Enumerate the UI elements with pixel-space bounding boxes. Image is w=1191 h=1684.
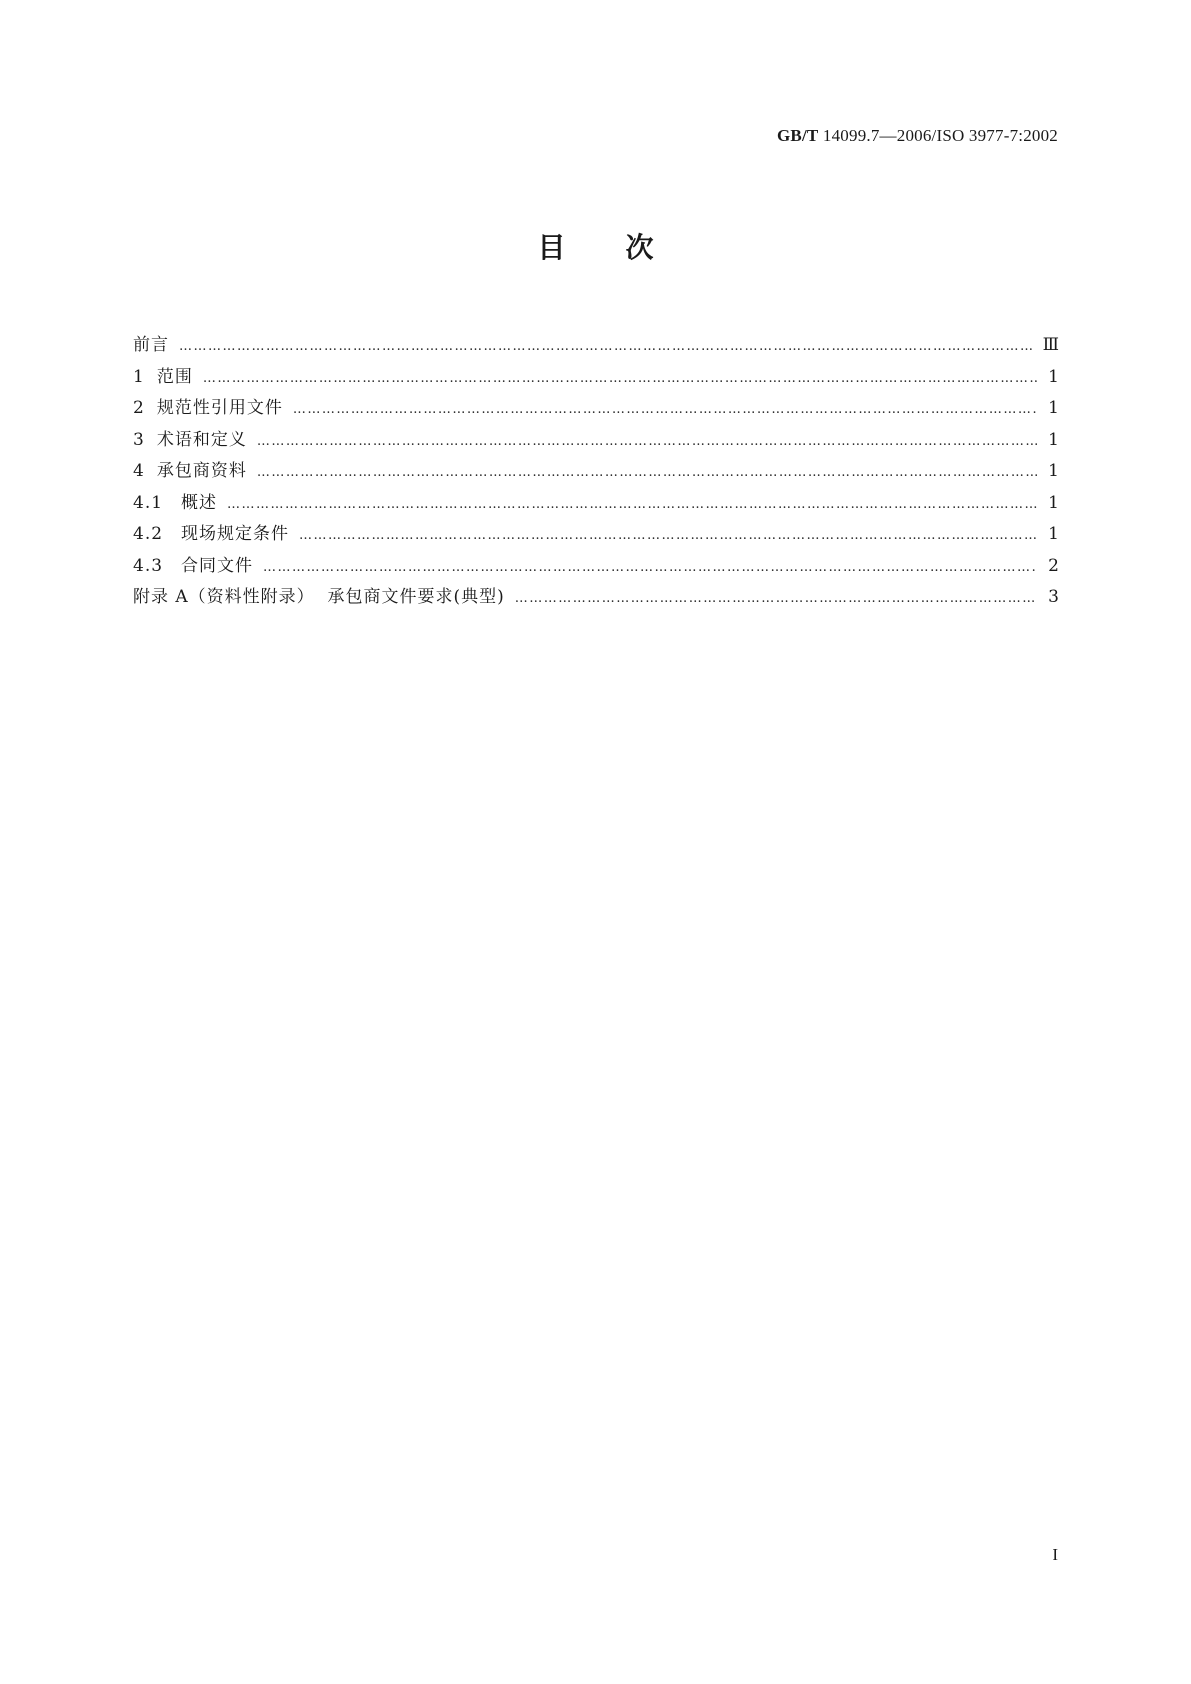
toc-entry-4[interactable] xyxy=(133,456,1059,488)
toc-entry-number: 4.3 xyxy=(133,555,164,576)
toc-leader-dots xyxy=(179,339,1033,354)
toc-leader-dots xyxy=(293,402,1037,417)
toc-entry-label: 概述 xyxy=(181,492,218,513)
toc-entry-page: 1 xyxy=(1048,429,1059,450)
toc-entry-page: 3 xyxy=(1048,587,1059,607)
standard-number-header xyxy=(777,126,1058,146)
toc-entry-label: 术语和定义 xyxy=(156,429,247,450)
standard-number: 14099.7—2006/ISO 3977-7:2002 xyxy=(822,126,1058,145)
toc-entry-page: Ⅲ xyxy=(1042,335,1059,355)
toc-leader-dots xyxy=(257,434,1037,449)
toc-entry-label: 规范性引用文件 xyxy=(156,398,283,418)
toc-entry-annex-a[interactable] xyxy=(133,582,1059,614)
toc-leader-dots xyxy=(263,560,1037,575)
toc-leader-dots xyxy=(257,465,1037,480)
toc-entry-label: 承包商资料 xyxy=(156,461,247,481)
toc-entry-page: 2 xyxy=(1048,555,1059,576)
toc-entry-number: 3 xyxy=(133,429,145,450)
toc-leader-dots xyxy=(227,497,1037,512)
toc-entry-page: 1 xyxy=(1048,492,1059,513)
toc-entry-page: 1 xyxy=(1048,461,1059,481)
toc-entry-label: 范围 xyxy=(156,366,193,387)
toc-leader-dots xyxy=(299,528,1037,543)
toc-entry-3[interactable] xyxy=(133,425,1059,457)
toc-entry-number: 2 xyxy=(133,398,145,418)
toc-entry-page: 1 xyxy=(1048,398,1059,418)
toc-entry-preface[interactable] xyxy=(133,330,1059,362)
page-title xyxy=(0,226,1191,266)
toc-entry-label: 附录 A（资料性附录） 承包商文件要求(典型) xyxy=(133,587,505,607)
toc-entry-number: 4.2 xyxy=(133,524,164,544)
page-number: I xyxy=(1052,1545,1058,1564)
toc-entry-page: 1 xyxy=(1048,524,1059,544)
toc-entry-4-3[interactable] xyxy=(133,551,1059,583)
toc-entry-1[interactable] xyxy=(133,362,1059,394)
toc-entry-4-2[interactable] xyxy=(133,519,1059,551)
toc-entry-number: 1 xyxy=(133,366,145,387)
toc-leader-dots xyxy=(515,591,1037,606)
table-of-contents xyxy=(133,330,1059,614)
toc-entry-2[interactable] xyxy=(133,393,1059,425)
toc-entry-label: 前言 xyxy=(133,335,169,355)
toc-entry-label: 合同文件 xyxy=(181,555,254,576)
title-char-1: 目 xyxy=(537,231,566,264)
standard-code: GB/T xyxy=(777,126,819,145)
toc-entry-number: 4 xyxy=(133,461,145,481)
toc-entry-4-1[interactable] xyxy=(133,488,1059,520)
toc-entry-number: 4.1 xyxy=(133,492,164,513)
title-char-2: 次 xyxy=(625,231,654,264)
toc-leader-dots xyxy=(203,371,1037,386)
toc-entry-label: 现场规定条件 xyxy=(181,524,290,544)
toc-entry-page: 1 xyxy=(1048,366,1059,387)
